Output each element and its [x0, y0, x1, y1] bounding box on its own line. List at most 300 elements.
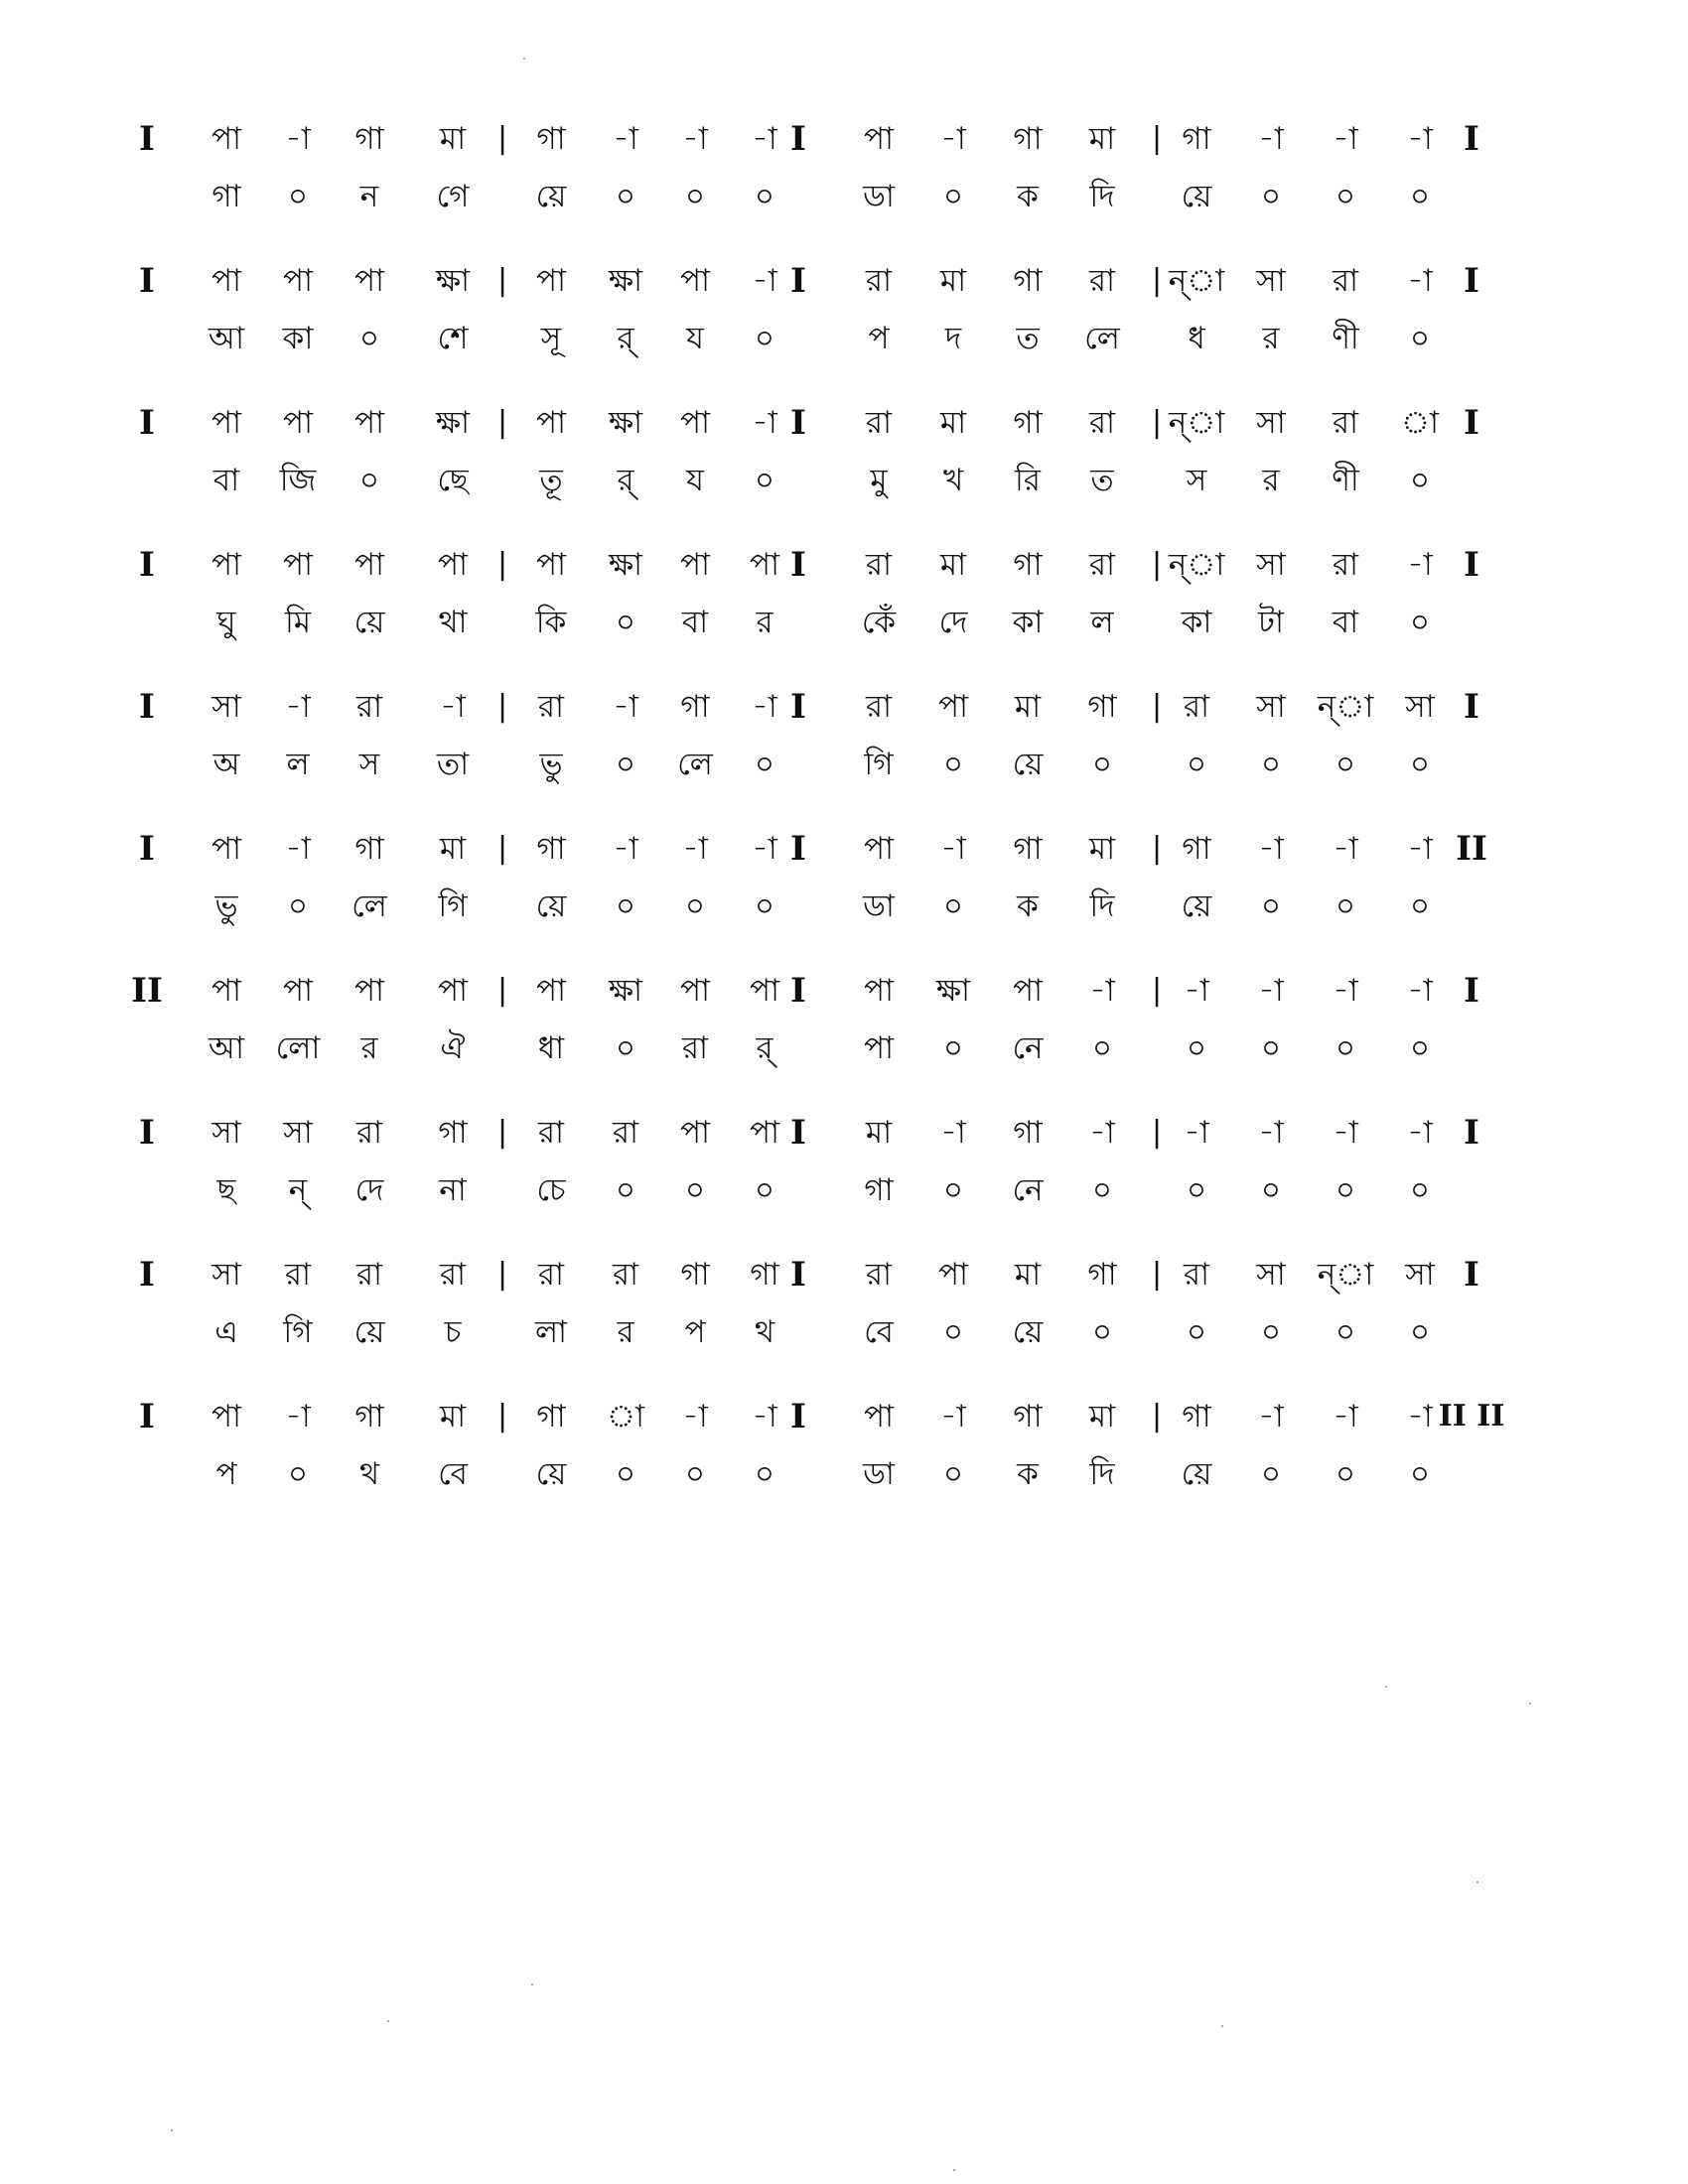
lyric-syllable: বা: [681, 605, 709, 640]
lyrics-line: [0, 1160, 1688, 1220]
lyric-syllable: ল: [286, 747, 310, 782]
lyric-syllable: গে: [436, 179, 470, 214]
lyric-syllable: ভু: [214, 888, 238, 924]
swara-note: পা: [679, 547, 711, 583]
swara-note: -া: [1089, 1115, 1115, 1151]
swara-note: গা: [354, 1399, 384, 1434]
lyric-syllable: বে: [438, 1456, 468, 1492]
lyric-syllable: থা: [438, 605, 468, 640]
notes-line: [0, 251, 1688, 311]
beat-separator: |: [496, 689, 508, 724]
lyric-syllable: প: [215, 1456, 237, 1492]
start-barline: I: [139, 687, 155, 727]
lyric-syllable: র্: [756, 1030, 774, 1066]
swara-note: রা: [1183, 1257, 1210, 1293]
notes-line: [0, 1387, 1688, 1446]
beat-separator: |: [496, 547, 508, 582]
lyric-syllable: য: [686, 463, 704, 498]
lyric-syllable: ০: [684, 179, 706, 214]
swara-note: রা: [1332, 263, 1359, 299]
start-barline: I: [139, 829, 155, 869]
lyric-syllable: ০: [942, 1456, 964, 1492]
notation-row: [0, 393, 1688, 512]
lyric-syllable: ০: [1260, 747, 1282, 782]
lyric-syllable: ০: [754, 463, 775, 498]
beat-separator: |: [1151, 121, 1163, 156]
start-barline: I: [139, 119, 155, 159]
lyric-syllable: ০: [1091, 1172, 1113, 1208]
lyric-syllable: য: [686, 321, 704, 356]
lyric-syllable: ০: [1409, 605, 1431, 640]
swara-note: মা: [1014, 1257, 1042, 1293]
swara-note: মা: [939, 263, 967, 299]
lyric-syllable: ০: [1409, 1456, 1431, 1492]
lyric-syllable: দে: [938, 605, 968, 640]
swara-note: মা: [1088, 1399, 1116, 1434]
lyric-syllable: য়ে: [1181, 1456, 1212, 1492]
swara-note: পা: [211, 1399, 242, 1434]
start-barline: II: [131, 971, 163, 1011]
swara-note: গা: [1013, 831, 1043, 867]
swara-note: -া: [752, 831, 777, 867]
scan-speck: [1385, 1686, 1387, 1688]
lyric-syllable: য়ে: [1181, 888, 1212, 924]
lyric-syllable: ০: [358, 463, 380, 498]
swara-note: গা: [536, 831, 566, 867]
lyric-syllable: টা: [1258, 605, 1284, 640]
lyric-syllable: ০: [615, 1030, 636, 1066]
notation-row: [0, 1103, 1688, 1222]
swara-note: রা: [865, 547, 893, 583]
swara-note: গা: [438, 1115, 468, 1151]
swara-note: -া: [1089, 973, 1115, 1009]
swara-note: মা: [865, 1115, 893, 1151]
lyric-syllable: মি: [284, 605, 312, 640]
swara-note: গা: [1013, 263, 1043, 299]
swara-note: গা: [1013, 1115, 1043, 1151]
swara-note: গা: [1087, 689, 1117, 725]
notation-row: [0, 1245, 1688, 1364]
lyric-syllable: ০: [942, 888, 964, 924]
swara-note: -া: [1184, 1115, 1209, 1151]
lyric-syllable: ক: [1017, 179, 1039, 214]
lyric-syllable: গি: [864, 747, 894, 782]
lyric-syllable: ০: [1409, 1172, 1431, 1208]
lyric-syllable: ০: [1260, 179, 1282, 214]
beat-separator: |: [1151, 263, 1163, 298]
swara-note: -া: [1407, 547, 1433, 583]
lyric-syllable: র্: [617, 463, 634, 498]
swara-note: গা: [680, 689, 710, 725]
lyric-syllable: ন: [359, 179, 379, 214]
lyric-syllable: অ: [212, 747, 240, 782]
lyric-syllable: ০: [1260, 1456, 1282, 1492]
swara-note: -া: [1407, 263, 1433, 299]
beat-separator: |: [1151, 1399, 1163, 1433]
swara-note: পা: [211, 405, 242, 441]
lyric-syllable: জি: [279, 463, 317, 498]
lyric-syllable: ০: [754, 888, 775, 924]
swara-note: রা: [439, 1257, 467, 1293]
swara-note: সা: [1256, 689, 1286, 725]
swara-note: রা: [537, 1115, 565, 1151]
swara-note: রা: [537, 1257, 565, 1293]
swara-note: পা: [282, 263, 314, 299]
swara-note: -া: [613, 831, 638, 867]
lyric-syllable: ০: [1409, 888, 1431, 924]
swara-note: ন্‌া: [1168, 263, 1225, 299]
swara-note: পা: [679, 405, 711, 441]
scan-speck: [523, 58, 525, 60]
lyric-syllable: ০: [1186, 1314, 1207, 1350]
swara-note: -া: [1258, 973, 1284, 1009]
lyric-syllable: ণী: [1332, 463, 1359, 498]
lyric-syllable: শে: [437, 321, 469, 356]
swara-note: -া: [1184, 973, 1209, 1009]
lyric-syllable: ০: [1335, 888, 1356, 924]
swara-note: পা: [863, 1399, 895, 1434]
lyric-syllable: ০: [1409, 463, 1431, 498]
swara-note: ন্‌া: [1168, 547, 1225, 583]
swara-note: সা: [1256, 547, 1286, 583]
swara-note: -া: [285, 831, 311, 867]
swara-note: রা: [537, 689, 565, 725]
swara-note: -া: [752, 1399, 777, 1434]
lyric-syllable: ত: [1016, 321, 1040, 356]
swara-note: পা: [535, 405, 567, 441]
swara-note: -া: [1333, 973, 1358, 1009]
beat-separator: |: [496, 121, 508, 156]
swara-note: মা: [939, 547, 967, 583]
lyric-syllable: ০: [615, 1172, 636, 1208]
swara-note: গা: [1013, 547, 1043, 583]
notation-row: [0, 535, 1688, 654]
swara-note: পা: [863, 831, 895, 867]
mid-barline: I: [790, 119, 806, 159]
swara-note: -া: [940, 1399, 966, 1434]
lyric-syllable: গা: [211, 179, 241, 214]
mid-barline: I: [790, 545, 806, 585]
notation-row: [0, 109, 1688, 228]
lyric-syllable: ঘু: [216, 605, 236, 640]
lyrics-line: [0, 1302, 1688, 1362]
lyric-syllable: ০: [615, 888, 636, 924]
swara-note: পা: [535, 547, 567, 583]
swara-note: -া: [1407, 121, 1433, 157]
lyric-syllable: তা: [436, 747, 470, 782]
lyric-syllable: র: [756, 605, 774, 640]
swara-note: -া: [285, 121, 311, 157]
lyric-syllable: র: [360, 1030, 378, 1066]
scan-speck: [1477, 1881, 1478, 1883]
swara-note: -া: [1333, 121, 1358, 157]
lyric-syllable: ত: [1090, 463, 1114, 498]
notes-line: [0, 1103, 1688, 1162]
swara-note: া: [606, 1399, 644, 1434]
swara-note: -া: [440, 689, 466, 725]
swara-note: পা: [353, 547, 385, 583]
lyric-syllable: স: [1186, 463, 1207, 498]
start-barline: I: [139, 545, 155, 585]
scan-speck: [953, 2169, 955, 2171]
lyric-syllable: ০: [287, 1456, 309, 1492]
lyric-syllable: ০: [1091, 747, 1113, 782]
beat-separator: |: [1151, 689, 1163, 724]
swara-note: -া: [940, 1115, 966, 1151]
lyric-syllable: দ: [944, 321, 962, 356]
lyric-syllable: প: [868, 321, 890, 356]
swara-note: পা: [353, 973, 385, 1009]
swara-note: পা: [211, 973, 242, 1009]
notes-line: [0, 961, 1688, 1021]
lyric-syllable: ০: [1335, 1172, 1356, 1208]
lyric-syllable: না: [439, 1172, 467, 1208]
swara-note: গা: [750, 1257, 779, 1293]
lyric-syllable: য়ে: [1012, 1314, 1044, 1350]
lyric-syllable: ০: [1091, 1314, 1113, 1350]
lyric-syllable: লে: [1084, 321, 1120, 356]
end-barline: I: [1464, 545, 1479, 585]
swara-note: সা: [211, 1115, 241, 1151]
mid-barline: I: [790, 1255, 806, 1295]
lyric-syllable: সূ: [540, 321, 562, 356]
lyric-syllable: ন্: [288, 1172, 308, 1208]
swara-note: ক্ষা: [608, 973, 643, 1009]
mid-barline: I: [790, 261, 806, 301]
lyric-syllable: ০: [287, 179, 309, 214]
notes-line: [0, 819, 1688, 879]
mid-barline: I: [790, 1113, 806, 1153]
swara-note: পা: [353, 405, 385, 441]
lyric-syllable: য়ে: [535, 888, 567, 924]
lyrics-line: [0, 877, 1688, 936]
swara-note: -া: [1258, 1115, 1284, 1151]
swara-note: -া: [285, 689, 311, 725]
lyric-syllable: দে: [354, 1172, 384, 1208]
lyric-syllable: ০: [1186, 1030, 1207, 1066]
lyric-syllable: ০: [1409, 1314, 1431, 1350]
lyric-syllable: র্: [617, 321, 634, 356]
end-barline: I: [1464, 971, 1479, 1011]
beat-separator: |: [496, 1399, 508, 1433]
lyric-syllable: ০: [1335, 747, 1356, 782]
end-barline: I: [1464, 261, 1479, 301]
lyric-syllable: ০: [942, 747, 964, 782]
notes-line: [0, 677, 1688, 737]
lyric-syllable: র: [1262, 321, 1280, 356]
swara-note: রা: [612, 1115, 639, 1151]
swara-note: পা: [282, 547, 314, 583]
lyric-syllable: য়ে: [535, 1456, 567, 1492]
swara-note: -া: [1258, 1399, 1284, 1434]
swara-note: ন্‌া: [1317, 689, 1374, 725]
swara-note: রা: [355, 1257, 383, 1293]
lyric-syllable: আ: [208, 321, 245, 356]
notes-line: [0, 1245, 1688, 1304]
scan-speck: [171, 2129, 173, 2131]
lyric-syllable: ০: [1335, 1314, 1356, 1350]
lyric-syllable: ০: [1335, 1030, 1356, 1066]
swara-note: পা: [679, 263, 711, 299]
swara-note: -া: [682, 121, 708, 157]
swara-note: ক্ষা: [935, 973, 971, 1009]
lyric-syllable: আ: [208, 1030, 245, 1066]
lyric-syllable: ল: [1090, 605, 1114, 640]
end-barline: I: [1464, 119, 1479, 159]
swara-note: পা: [679, 973, 711, 1009]
lyric-syllable: ০: [942, 179, 964, 214]
swara-note: রা: [355, 689, 383, 725]
swara-note: ক্ষা: [435, 405, 471, 441]
lyric-syllable: নে: [1012, 1172, 1044, 1208]
swara-note: ন্‌া: [1317, 1257, 1374, 1293]
lyric-syllable: য়ে: [353, 605, 385, 640]
swara-note: মা: [939, 405, 967, 441]
end-barline: I: [1464, 1113, 1479, 1153]
swara-note: গা: [1182, 831, 1211, 867]
swara-note: পা: [437, 547, 469, 583]
lyric-syllable: কেঁ: [861, 605, 897, 640]
swara-note: মা: [439, 831, 467, 867]
lyric-syllable: দি: [1089, 1456, 1115, 1492]
swara-note: -া: [940, 831, 966, 867]
lyric-syllable: গি: [438, 888, 468, 924]
mid-barline: I: [790, 687, 806, 727]
notation-row: [0, 677, 1688, 796]
lyric-syllable: চ: [444, 1314, 462, 1350]
swara-note: রা: [612, 1257, 639, 1293]
start-barline: I: [139, 1255, 155, 1295]
swara-note: া: [1400, 405, 1439, 441]
lyric-syllable: তূ: [539, 463, 563, 498]
swara-note: -া: [682, 1399, 708, 1434]
lyric-syllable: ০: [1260, 1172, 1282, 1208]
swara-note: পা: [211, 831, 242, 867]
swara-note: সা: [1256, 263, 1286, 299]
swara-note: -া: [752, 263, 777, 299]
swara-note: পা: [282, 973, 314, 1009]
lyric-syllable: মু: [870, 463, 888, 498]
end-barline: II: [1456, 829, 1487, 869]
lyric-syllable: ০: [942, 1172, 964, 1208]
lyric-syllable: গা: [864, 1172, 894, 1208]
swara-note: পা: [1012, 973, 1044, 1009]
swara-note: গা: [536, 121, 566, 157]
lyric-syllable: ডা: [863, 179, 895, 214]
lyrics-line: [0, 309, 1688, 368]
swara-note: ক্ষা: [608, 405, 643, 441]
swara-note: ক্ষা: [435, 263, 471, 299]
lyric-syllable: নে: [1012, 1030, 1044, 1066]
mid-barline: I: [790, 403, 806, 443]
swara-note: পা: [749, 1115, 780, 1151]
swara-note: সা: [283, 1115, 313, 1151]
swara-note: -া: [1407, 1399, 1433, 1434]
swara-note: পা: [863, 121, 895, 157]
lyrics-line: [0, 1444, 1688, 1504]
scan-speck: [1529, 1703, 1531, 1705]
lyric-syllable: ছে: [437, 463, 469, 498]
swara-note: -া: [682, 831, 708, 867]
notes-line: [0, 535, 1688, 595]
beat-separator: |: [1151, 1257, 1163, 1292]
lyric-syllable: বা: [1332, 605, 1359, 640]
lyric-syllable: ক: [1017, 1456, 1039, 1492]
swara-note: পা: [353, 263, 385, 299]
swara-note: পা: [863, 973, 895, 1009]
lyric-syllable: ০: [358, 321, 380, 356]
swara-note: -া: [1407, 1115, 1433, 1151]
lyric-syllable: ০: [615, 747, 636, 782]
lyric-syllable: বে: [864, 1314, 894, 1350]
lyric-syllable: ণী: [1332, 321, 1359, 356]
lyric-syllable: ০: [1409, 747, 1431, 782]
lyric-syllable: ০: [615, 605, 636, 640]
swara-note: রা: [865, 1257, 893, 1293]
start-barline: I: [139, 1113, 155, 1153]
notation-row: [0, 251, 1688, 370]
lyrics-line: [0, 735, 1688, 794]
lyric-syllable: খ: [942, 463, 964, 498]
beat-separator: |: [1151, 405, 1163, 440]
lyric-syllable: য়ে: [535, 179, 567, 214]
swara-note: রা: [865, 689, 893, 725]
lyric-syllable: লো: [275, 1030, 321, 1066]
swara-note: পা: [749, 547, 780, 583]
swara-note: সা: [211, 1257, 241, 1293]
lyric-syllable: য়ে: [1181, 179, 1212, 214]
lyrics-line: [0, 451, 1688, 510]
lyric-syllable: ০: [1335, 179, 1356, 214]
beat-separator: |: [496, 405, 508, 440]
swara-note: গা: [680, 1257, 710, 1293]
swara-note: মা: [1088, 121, 1116, 157]
swara-note: গা: [1087, 1257, 1117, 1293]
lyric-syllable: লে: [352, 888, 387, 924]
swara-note: -া: [613, 121, 638, 157]
lyric-syllable: ০: [1409, 179, 1431, 214]
beat-separator: |: [1151, 547, 1163, 582]
swara-note: -া: [752, 121, 777, 157]
lyric-syllable: পা: [863, 1030, 895, 1066]
lyric-syllable: ক: [1017, 888, 1039, 924]
lyric-syllable: ০: [754, 179, 775, 214]
swara-note: ক্ষা: [608, 547, 643, 583]
swara-note: ক্ষা: [608, 263, 643, 299]
swara-note: রা: [284, 1257, 312, 1293]
lyric-syllable: ভু: [539, 747, 563, 782]
lyric-syllable: ০: [684, 1456, 706, 1492]
swara-note: পা: [211, 547, 242, 583]
beat-separator: |: [496, 1257, 508, 1292]
mid-barline: I: [790, 971, 806, 1011]
swara-note: -া: [285, 1399, 311, 1434]
swara-note: পা: [282, 405, 314, 441]
swara-note: পা: [679, 1115, 711, 1151]
lyric-syllable: থ: [358, 1456, 380, 1492]
lyric-syllable: য়ে: [353, 1314, 385, 1350]
swara-note: গা: [1013, 1399, 1043, 1434]
mid-barline: I: [790, 829, 806, 869]
swara-note: -া: [1407, 973, 1433, 1009]
swara-note: পা: [211, 121, 242, 157]
lyric-syllable: ০: [754, 747, 775, 782]
swara-note: -া: [752, 689, 777, 725]
lyric-syllable: ০: [1186, 747, 1207, 782]
lyric-syllable: ০: [1409, 1030, 1431, 1066]
swara-note: রা: [865, 405, 893, 441]
lyric-syllable: কি: [535, 605, 567, 640]
